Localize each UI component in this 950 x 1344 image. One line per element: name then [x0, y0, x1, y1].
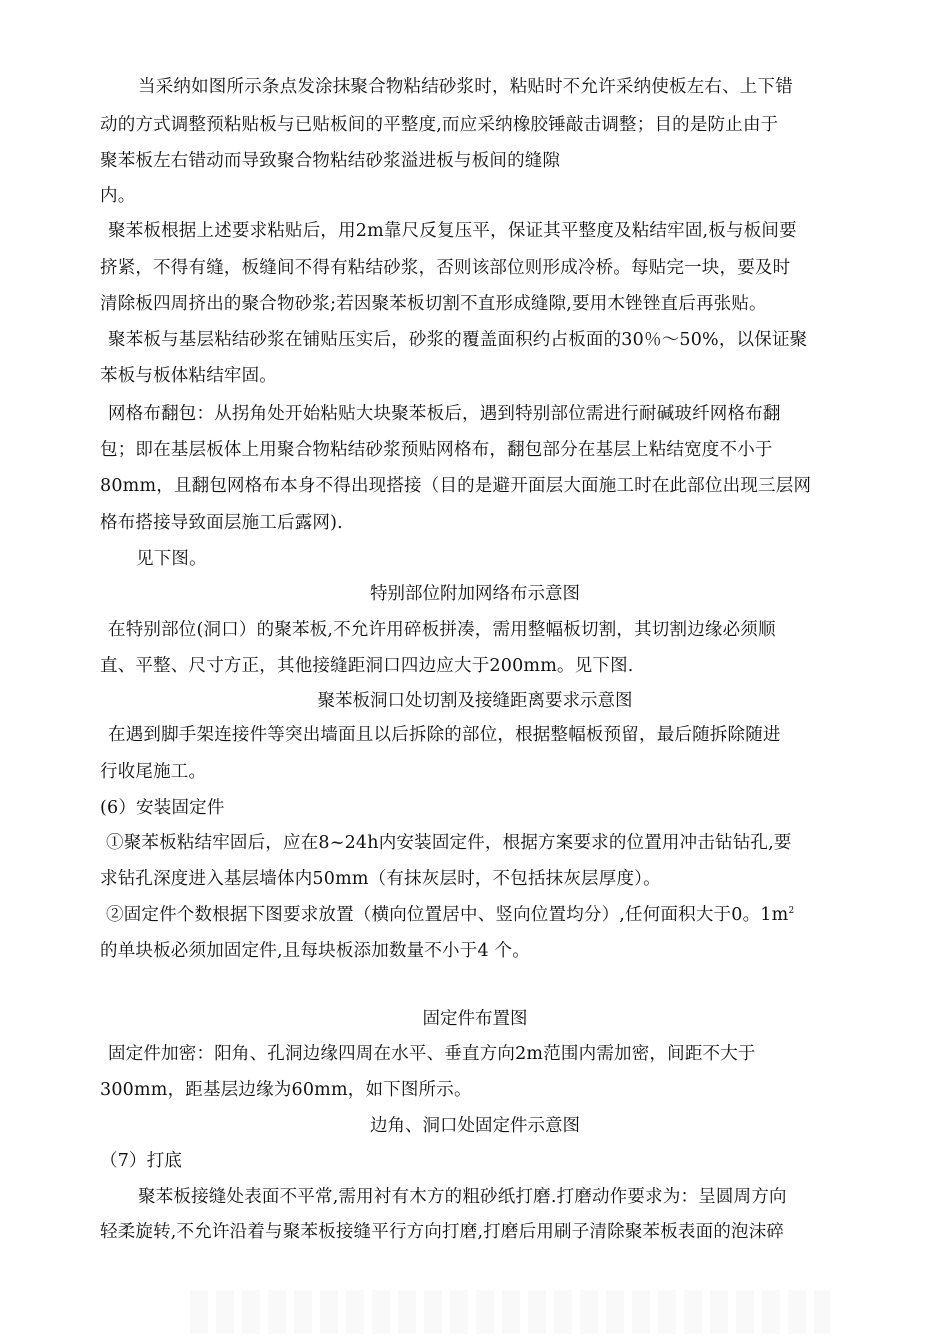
paragraph-line	[106, 903, 794, 927]
paragraph-line: 网格布翻包：从拐角处开始粘贴大块聚苯板后，遇到特别部位需进行耐碱玻纤网格布翻	[108, 404, 781, 424]
paragraph-line: 的单块板必须加固定件,且每块板添加数量不小于4 个。	[100, 941, 530, 961]
paragraph-line: 轻柔旋转,不允许沿着与聚苯板接缝平行方向打磨,打磨后用刷子清除聚苯板表面的泡沫碎	[100, 1222, 785, 1242]
paragraph-line: 包；即在基层板体上用聚合物粘结砂浆预贴网格布，翻包部分在基层上粘结宽度不小于	[100, 440, 773, 460]
paragraph-line: 行收尾施工。	[100, 762, 207, 782]
paragraph-text: ②固定件个数根据下图要求放置（横向位置居中、竖向位置均分）,任何面积大于0。1m	[106, 905, 789, 925]
paragraph-line: 300mm，距基层边缘为60mm，如下图所示。	[100, 1080, 472, 1100]
section-heading: （7）打底	[100, 1151, 183, 1171]
paragraph-line: 在特别部位(洞口）的聚苯板,不允许用碎板拼凑，需用整幅板切割，其切割边缘必须顺	[108, 620, 776, 640]
paragraph-line: 清除板四周挤出的聚合物砂浆;若因聚苯板切割不直形成缝隙,要用木锉锉直后再张贴。	[100, 294, 767, 314]
paragraph-line: 动的方式调整预粘贴板与已贴板间的平整度,而应采纳橡胶锤敲击调整；目的是防止由于	[100, 115, 779, 135]
paragraph-line: 苯板与板体粘结牢固。	[100, 366, 277, 386]
paragraph-line: 聚苯板与基层粘结砂浆在铺贴压实后，砂浆的覆盖面积约占板面的30％～50%，以保证聚	[108, 330, 808, 350]
paragraph-line: ①聚苯板粘结牢固后，应在8~24h内安装固定件，根据方案要求的位置用冲击钻钻孔,要	[106, 833, 792, 853]
paragraph-line: 固定件加密：阳角、孔洞边缘四周在水平、垂直方向2m范围内需加密，间距不大于	[108, 1044, 756, 1064]
paragraph-line: 见下图。	[136, 549, 207, 569]
paragraph-line: 聚苯板接缝处表面不平常,需用衬有木方的粗砂纸打磨.打磨动作要求为：呈圆周方向	[138, 1187, 787, 1207]
paragraph-line: 直、平整、尺寸方正，其他接缝距洞口四边应大于200mm。见下图.	[100, 656, 634, 676]
figure-caption: 边角、洞口处固定件示意图	[370, 1116, 580, 1136]
figure-caption: 特别部位附加网络布示意图	[370, 584, 580, 604]
paragraph-line: 格布搭接导致面层施工后露网).	[100, 513, 343, 533]
paragraph-line: 80mm，且翻包网格布本身不得出现搭接（目的是避开面层大面施工时在此部位出现三层网	[100, 476, 812, 496]
faded-footer-text	[190, 1290, 830, 1334]
paragraph-line: 内。	[100, 186, 136, 206]
figure-caption: 聚苯板洞口处切割及接缝距离要求示意图	[317, 691, 633, 711]
paragraph-line: 在遇到脚手架连接件等突出墙面且以后拆除的部位，根据整幅板预留，最后随拆除随进	[108, 725, 781, 745]
section-heading: (6）安装固定件	[100, 798, 225, 818]
paragraph-line: 挤紧，不得有缝，板缝间不得有粘结砂浆，否则该部位则形成冷桥。每贴完一块，要及时	[100, 258, 791, 278]
figure-caption: 固定件布置图	[422, 1009, 528, 1029]
paragraph-line: 当采纳如图所示条点发涂抹聚合物粘结砂浆时，粘贴时不允许采纳使板左右、上下错	[138, 77, 793, 97]
paragraph-line: 聚苯板根据上述要求粘贴后，用2m靠尺反复压平，保证其平整度及粘结牢固,板与板间要	[108, 221, 797, 241]
paragraph-line: 求钻孔深度进入基层墙体内50mm（有抹灰层时，不包括抹灰层厚度）。	[100, 869, 661, 889]
paragraph-line: 聚苯板左右错动而导致聚合物粘结砂浆溢进板与板间的缝隙	[100, 151, 561, 171]
superscript: 2	[788, 906, 795, 917]
